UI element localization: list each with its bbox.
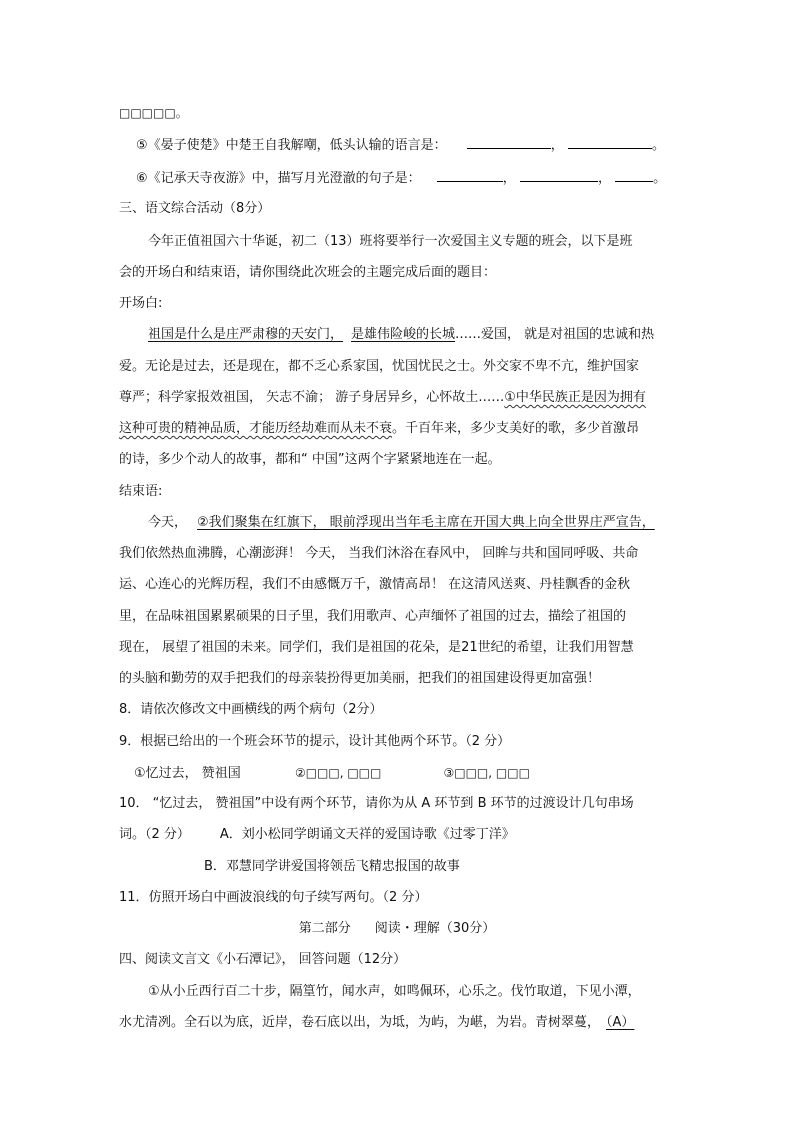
annotation-marker-a: （A） [606, 1015, 635, 1030]
part-title: 阅读・理解（30分） [374, 921, 496, 936]
question-10-text: 词。（2 分） [119, 827, 190, 842]
answer-blank-6c[interactable] [615, 169, 653, 182]
opening-text: 。千百年来，多少支美好的歌，多少首激昂 [392, 421, 640, 436]
intro-paragraph-line-1: 今年正值祖国六十华诞，初二（13）班将要举行一次爱国主义专题的班会，以下是班 [148, 234, 633, 249]
wavy-underlined-sentence: ①中华民族正是因为拥有 [504, 390, 646, 405]
question-6-text: ⑥《记承天寺夜游》中，描写月光澄澈的句子是： [136, 171, 421, 186]
closing-line-6: 的头脑和勤劳的双手把我们的母亲装扮得更加美丽，把我们的祖国建设得更加富强！ [119, 671, 601, 686]
opening-line-2: 爱。无论是过去，还是现在，都不乏心系家国，忧国忧民之士。外交家不卑不亢，维护国家 [119, 359, 640, 374]
option-1: ①忆过去， 赞祖国 [134, 766, 241, 781]
question-9: 9．根据已给出的一个班会环节的提示，设计其他两个环节。（2 分） [119, 734, 511, 749]
period: 。 [653, 171, 667, 186]
question-11: 11．仿照开场白中画波浪线的句子续写两句。（2 分） [119, 890, 428, 905]
classical-text: 水尤清冽。全石以为底，近岸，卷石底以出，为坻，为屿，为嵁，为岩。青树翠蔓， [119, 1015, 601, 1030]
segment-a: A．刘小松同学朗诵文天祥的爱国诗歌《过零丁洋》 [219, 827, 515, 842]
closing-line-5: 现在， 展望了祖国的未来。同学们，我们是祖国的花朵，是21世纪的希望，让我们用智慧 [119, 640, 634, 655]
section-4-heading: 四、阅读文言文《小石潭记》， 回答问题（12分） [119, 952, 407, 967]
question-6-line [136, 169, 666, 188]
answer-blank-5a[interactable] [467, 136, 551, 149]
closing-label: 结束语: [119, 484, 163, 499]
answer-blank-6b[interactable] [520, 169, 598, 182]
classical-text-line-1: ①从小丘西行百二十步，隔篁竹，闻水声，如鸣佩环，心乐之。伐竹取道，下见小潭， [148, 984, 641, 999]
question-5-text: ⑤《晏子使楚》中楚王自我解嘲，低头认输的语言是： [136, 138, 447, 153]
closing-line-1 [148, 514, 655, 532]
underlined-sentence: 是雄伟险峻的长城 [351, 327, 456, 342]
part-label: 第二部分 [298, 921, 351, 936]
answer-blank-6a[interactable] [437, 169, 503, 182]
closing-line-2: 我们依然热血沸腾，心潮澎湃！ 今天， 当我们沐浴在春风中， 回眸与共和国同呼吸、共命 [119, 546, 639, 561]
part-2-heading [0, 920, 794, 938]
blank-squares-line: □□□□□。 [119, 106, 188, 120]
separator: ， [597, 171, 611, 186]
answer-blank-5b[interactable] [568, 136, 652, 149]
period: 。 [651, 138, 665, 153]
closing-line-4: 里，在品味祖国累累硕果的日子里，我们用歌声、心声缅怀了祖国的过去，描绘了祖国的 [119, 609, 627, 624]
opening-text: 尊严；科学家报效祖国， 矢志不渝； 游子身居异乡，心怀故土…… [119, 390, 505, 405]
question-9-options [134, 764, 530, 783]
option-2: ②□□□, □□□ [294, 766, 382, 780]
opening-text: ……爱国， 就是对祖国的忠诚和热 [455, 327, 655, 342]
intro-paragraph-line-2: 会的开场白和结束语，请你围绕此次班会的主题完成后面的题目： [119, 265, 497, 280]
closing-line-3: 运、心连心的光辉历程，我们不由感慨万千，激情高昂！ 在这清风送爽、丹桂飘香的金秋 [119, 577, 631, 592]
wavy-underlined-sentence: 这种可贵的精神品质，才能历经劫难而从未不衰 [119, 421, 393, 436]
option-3: ③□□□, □□□ [443, 766, 530, 780]
separator: ， [502, 171, 516, 186]
question-8: 8．请依次修改文中画横线的两个病句（2分） [119, 702, 383, 717]
opening-line-4 [119, 420, 639, 438]
question-10-line-1: 10． “忆过去， 赞祖国”中设有两个环节，请你为从 A 环节到 B 环节的过渡设计几句串场 [119, 796, 634, 811]
opening-line-1 [148, 326, 654, 344]
opening-line-5: 的诗，多少个动人的故事，都和“ 中国”这两个字紧紧地连在一起。 [119, 452, 501, 467]
underlined-sentence: 祖国是什么是庄严肃穆的天安门， [148, 327, 344, 342]
opening-line-3 [119, 389, 646, 407]
question-10-line-2 [119, 826, 515, 844]
section-3-heading: 三、语文综合活动（8分） [119, 201, 271, 216]
closing-text: 今天， [148, 515, 188, 530]
underlined-sentence: ②我们聚集在红旗下， 眼前浮现出当年毛主席在开国大典上向全世界庄严宣告， [197, 515, 655, 530]
segment-b: B．邓慧同学讲爱国将领岳飞精忠报国的故事 [204, 859, 460, 874]
separator: ， [550, 138, 564, 153]
question-5-line [136, 136, 665, 155]
opening-label: 开场白: [119, 296, 163, 311]
classical-text-line-2 [119, 1014, 634, 1032]
